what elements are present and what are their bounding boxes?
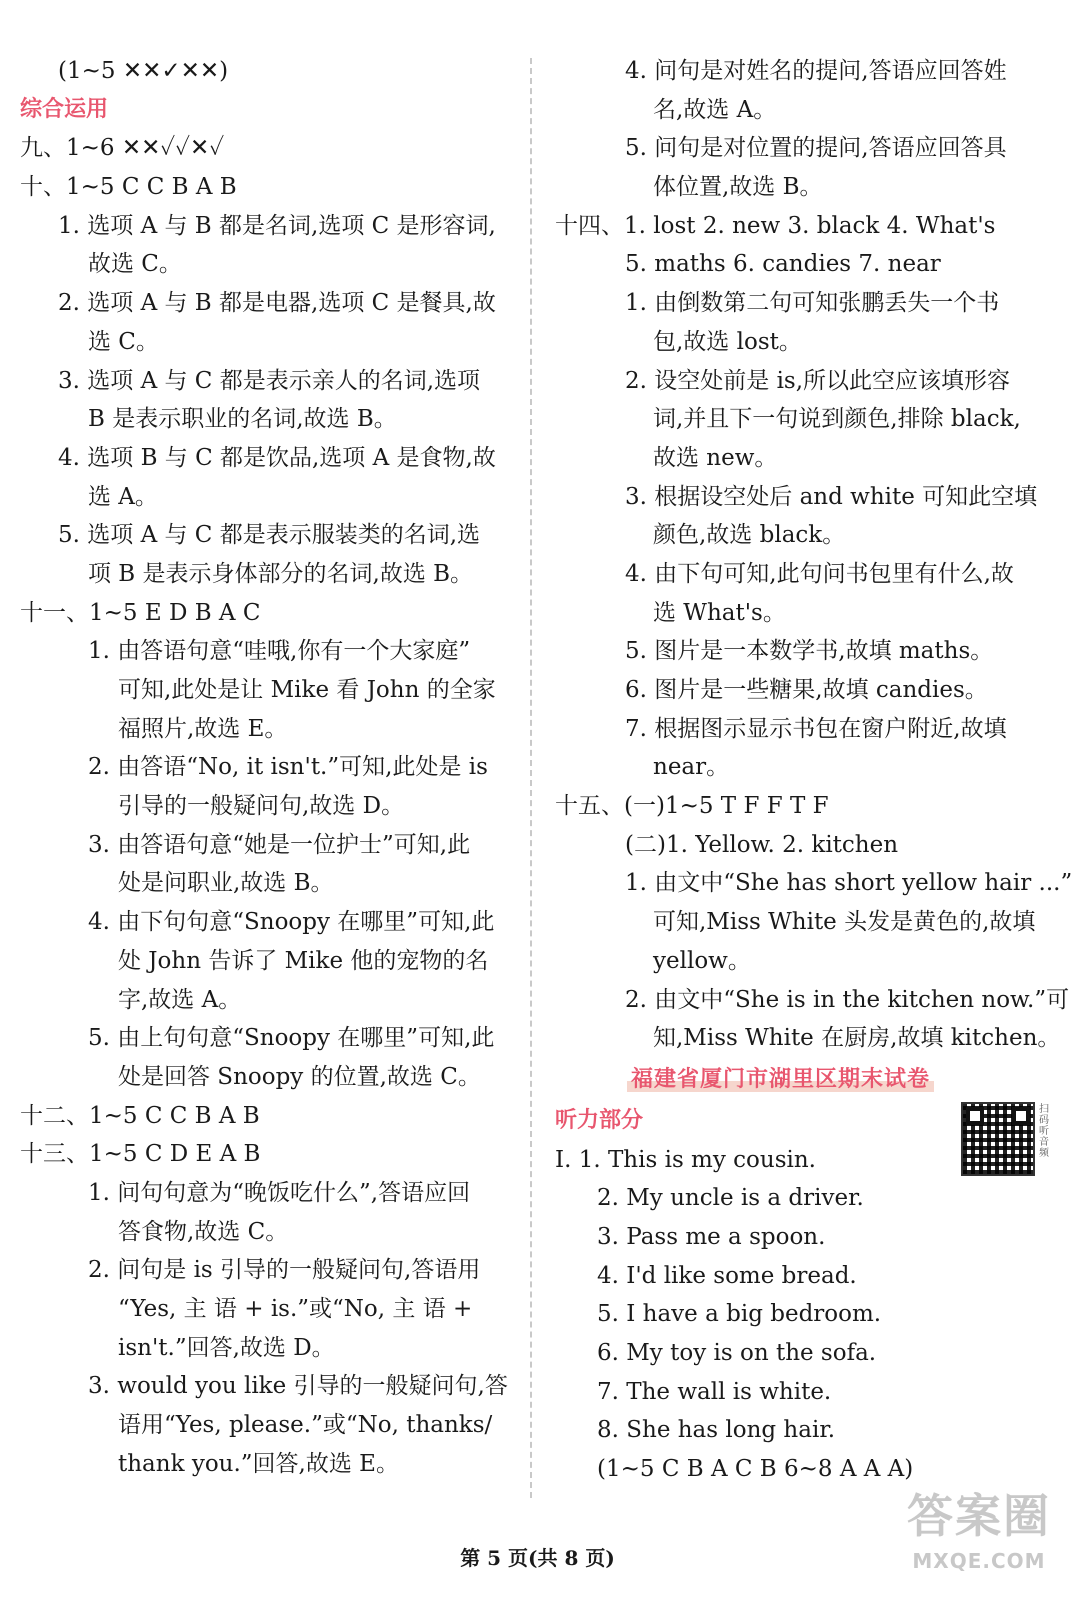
answer-line: 十三、1~5 C D E A B	[20, 1141, 261, 1168]
watermark-text: 答案圈	[907, 1489, 1051, 1543]
answer-line: (1~5 C B A C B 6~8 A A A)	[597, 1456, 914, 1483]
explanation-line: 3. would you like 引导的一般疑问句,答	[88, 1373, 508, 1400]
exam-title-text: 福建省厦门市湖里区期末试卷	[627, 1067, 934, 1092]
explanation-line: yellow。	[653, 947, 751, 974]
explanation-line: “Yes, 主 语 + is.”或“No, 主 语 +	[118, 1296, 473, 1322]
left-column	[20, 52, 520, 1483]
explanation-line: 2. 由答语“No, it isn't.”可知,此处是 is	[88, 754, 488, 781]
answer-line: (1~5 ✕✕✓✕✕)	[58, 58, 229, 84]
listening-line: 8. She has long hair.	[597, 1417, 836, 1444]
listening-line: 4. I'd like some bread.	[597, 1262, 857, 1289]
watermark-logo	[895, 1486, 1063, 1590]
answer-line: 十二、1~5 C C B A B	[20, 1102, 260, 1129]
explanation-line: near。	[653, 754, 730, 781]
listening-line: 3. Pass me a spoon.	[597, 1223, 826, 1250]
explanation-line: 1. 由文中“She has short yellow hair ...”	[625, 870, 1073, 897]
explanation-line: 引导的一般疑问句,故选 D。	[118, 793, 405, 820]
explanation-line: 选 C。	[88, 328, 159, 355]
page-footer: 第 5 页(共 8 页)	[460, 1546, 615, 1570]
listening-line: 2. My uncle is a driver.	[597, 1185, 864, 1212]
answer-line: 十五、(一)1~5 T F F T F	[555, 793, 829, 820]
explanation-line: 2. 设空处前是 is,所以此空应该填形容	[625, 367, 1011, 394]
right-column	[555, 52, 1073, 1489]
explanation-line: 处是回答 Snoopy 的位置,故选 C。	[118, 1063, 481, 1090]
explanation-line: 4. 由下句句意“Snoopy 在哪里”可知,此	[88, 909, 495, 936]
column-divider	[530, 58, 532, 1498]
exam-title	[555, 1058, 1055, 1102]
explanation-line: 5. 由上句句意“Snoopy 在哪里”可知,此	[88, 1025, 495, 1052]
section-heading-comprehensive: 综合运用	[20, 96, 109, 122]
explanation-line: 语用“Yes, please.”或“No, thanks/	[118, 1412, 493, 1439]
explanation-line: 5. 选项 A 与 C 都是表示服装类的名词,选	[58, 522, 481, 549]
answer-line: 十、1~5 C C B A B	[20, 174, 237, 201]
explanation-line: 选 What's。	[653, 599, 786, 626]
explanation-line: 处 John 告诉了 Mike 他的宠物的名	[118, 947, 489, 974]
explanation-line: 福照片,故选 E。	[118, 715, 288, 742]
explanation-line: 答食物,故选 C。	[118, 1218, 289, 1245]
answer-line: 十四、1. lost 2. new 3. black 4. What's	[555, 212, 996, 239]
explanation-line: 1. 由倒数第二句可知张鹏丢失一个书	[625, 290, 1000, 317]
explanation-line: 3. 由答语句意“她是一位护士”可知,此	[88, 831, 471, 858]
explanation-line: 体位置,故选 B。	[653, 174, 823, 201]
explanation-line: 词,并且下一句说到颜色,排除 black,	[653, 406, 1021, 433]
explanation-line: 包,故选 lost。	[653, 328, 802, 355]
explanation-line: 可知,Miss White 头发是黄色的,故填	[653, 909, 1036, 936]
explanation-line: 1. 选项 A 与 B 都是名词,选项 C 是形容词,	[58, 212, 496, 239]
explanation-line: 2. 问句是 is 引导的一般疑问句,答语用	[88, 1257, 481, 1284]
listening-line: 5. I have a big bedroom.	[597, 1301, 882, 1328]
explanation-line: 处是问职业,故选 B。	[118, 870, 334, 897]
watermark-url: MXQE.COM	[912, 1549, 1046, 1573]
explanation-line: 4. 由下句可知,此句问书包里有什么,故	[625, 560, 1014, 587]
section-heading-listening: 听力部分	[555, 1107, 644, 1133]
explanation-line: 3. 选项 A 与 C 都是表示亲人的名词,选项	[58, 367, 481, 394]
explanation-line: 可知,此处是让 Mike 看 John 的全家	[118, 677, 496, 703]
explanation-line: 项 B 是表示身体部分的名词,故选 B。	[88, 560, 474, 587]
explanation-line: 5. 问句是对位置的提问,答语应回答具	[625, 135, 1007, 162]
explanation-line: 7. 根据图示显示书包在窗户附近,故填	[625, 715, 1007, 742]
explanation-line: B 是表示职业的名词,故选 B。	[88, 406, 397, 433]
explanation-line: 1. 由答语句意“哇哦,你有一个大家庭”	[88, 638, 471, 665]
explanation-line: thank you.”回答,故选 E。	[118, 1450, 399, 1477]
answer-line: (二)1. Yellow. 2. kitchen	[625, 831, 899, 858]
answer-line: 5. maths 6. candies 7. near	[625, 251, 941, 278]
explanation-line: 名,故选 A。	[653, 96, 777, 123]
listening-block	[555, 1102, 1055, 1489]
listening-line: 7. The wall is white.	[597, 1378, 832, 1405]
explanation-line: 2. 由文中“She is in the kitchen now.”可	[625, 986, 1070, 1013]
qr-caption: 扫码听音频	[1039, 1103, 1049, 1159]
explanation-line: 5. 图片是一本数学书,故填 maths。	[625, 638, 994, 665]
explanation-line: 颜色,故选 black。	[653, 522, 846, 549]
explanation-line: 1. 问句句意为“晚饭吃什么”,答语应回	[88, 1179, 471, 1206]
explanation-line: 选 A。	[88, 483, 158, 510]
explanation-line: 故选 new。	[653, 444, 778, 471]
explanation-line: 2. 选项 A 与 B 都是电器,选项 C 是餐具,故	[58, 290, 496, 317]
explanation-line: 字,故选 A。	[118, 986, 242, 1013]
explanation-line: 6. 图片是一些糖果,故填 candies。	[625, 677, 988, 703]
explanation-line: 4. 问句是对姓名的提问,答语应回答姓	[625, 58, 1007, 84]
answer-line: 十一、1~5 E D B A C	[20, 599, 261, 626]
explanation-line: isn't.”回答,故选 D。	[118, 1334, 335, 1361]
listening-line: Ⅰ. 1. This is my cousin.	[555, 1146, 816, 1173]
explanation-line: 4. 选项 B 与 C 都是饮品,选项 A 是食物,故	[58, 444, 496, 471]
answer-line: 九、1~6 ✕✕✓✓✕✓	[20, 135, 225, 162]
explanation-line: 故选 C。	[88, 251, 182, 278]
explanation-line: 知,Miss White 在厨房,故填 kitchen。	[653, 1025, 1061, 1052]
listening-line: 6. My toy is on the sofa.	[597, 1340, 877, 1366]
explanation-line: 3. 根据设空处后 and white 可知此空填	[625, 483, 1038, 510]
